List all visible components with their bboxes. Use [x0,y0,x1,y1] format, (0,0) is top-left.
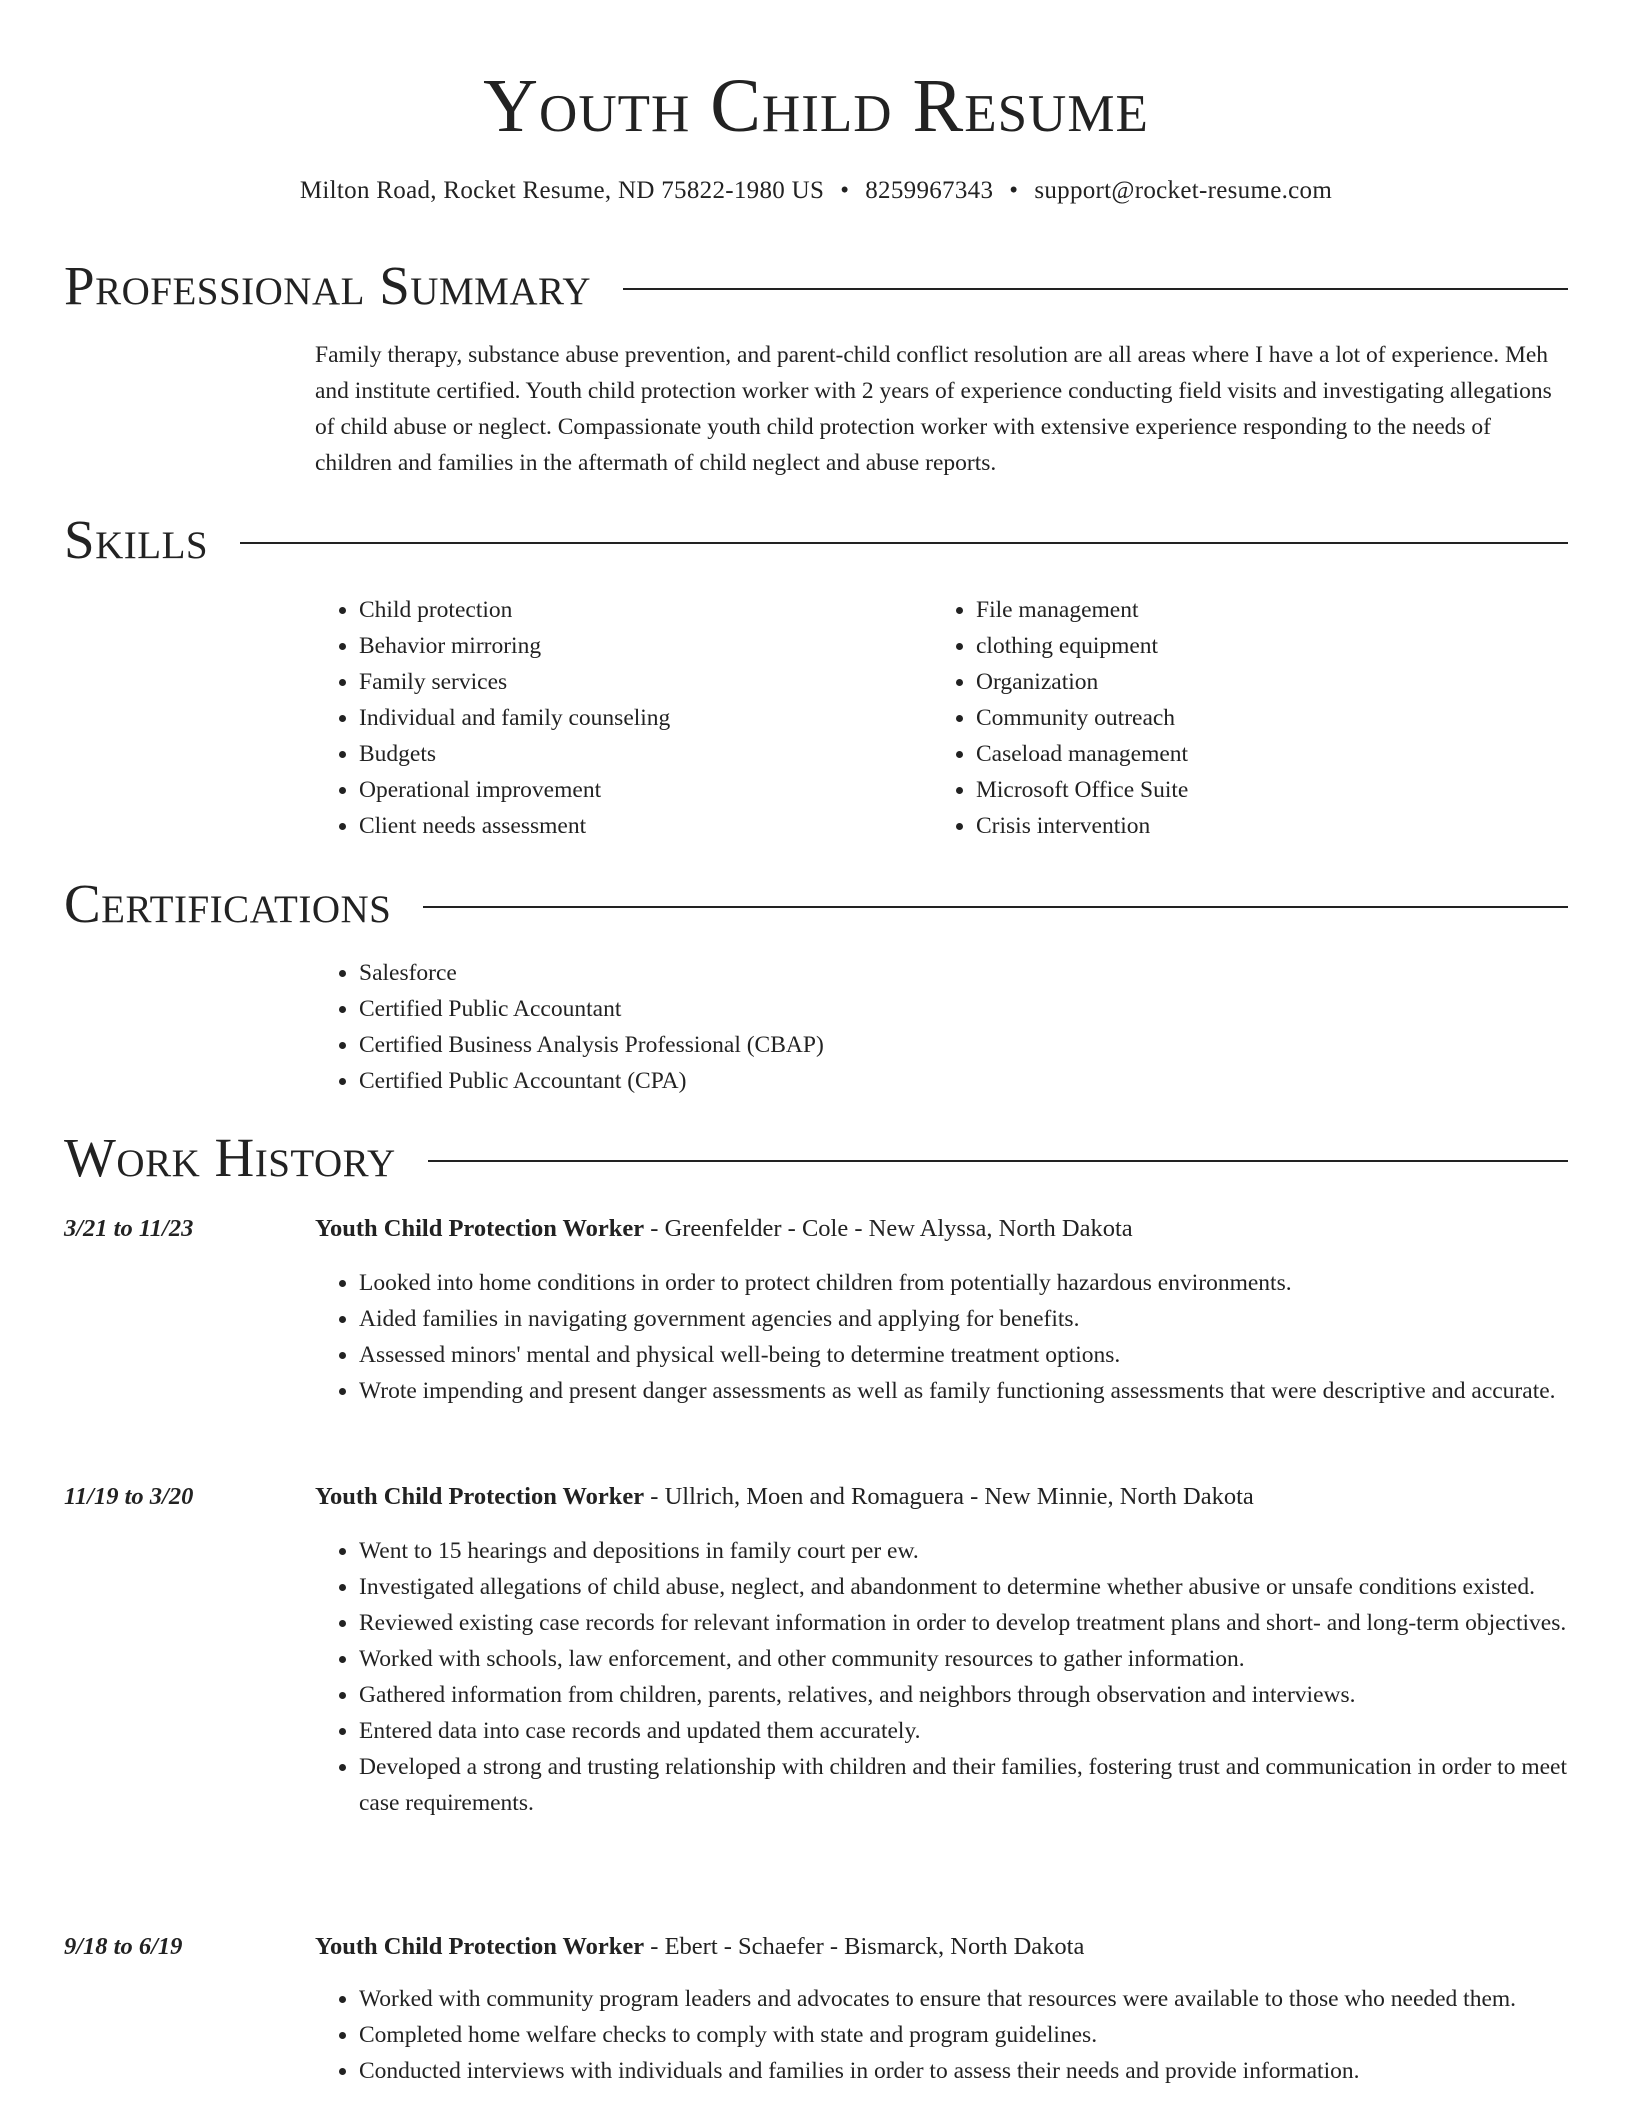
skills-section-header [64,506,1568,574]
job-bullet: • Worked with community program leaders and advocates to ensure that resources were available to those who needed them. [359,1981,1568,2017]
skills-right-column [932,592,1492,844]
job-bullet: • Looked into home conditions in order to protect children from potentially hazardous environments. [359,1265,1568,1301]
skill-item: • Family services [359,664,875,700]
certifications-list [315,955,1568,1099]
job-bullet: • Assessed minors' mental and physical well-being to determine treatment options. [359,1337,1568,1373]
job-bullet: • Gathered information from children, parents, relatives, and neighbors through observation and interviews. [359,1677,1568,1713]
job-bullet: • Aided families in navigating government agencies and applying for benefits. [359,1301,1568,1337]
job-bullet: • Investigated allegations of child abuse, neglect, and abandonment to determine whether abusive or unsafe conditions existed. [359,1569,1568,1605]
job-bullets [315,1533,1568,1821]
contact-email: support@rocket-resume.com [1034,177,1333,204]
job-dates: 9/18 to 6/19 [64,1933,183,1960]
contact-phone: 8259967343 [865,177,994,204]
skills-left-column [315,592,875,844]
job-role: Youth Child Protection Worker [315,1933,645,1960]
skill-item: • Individual and family counseling [359,700,875,736]
work-title: Work History [64,1127,396,1188]
skill-item: • Behavior mirroring [359,628,875,664]
job-heading [315,1480,1568,1514]
certification-item: • Certified Public Accountant (CPA) [359,1063,1568,1099]
job-dates: 3/21 to 11/23 [64,1215,194,1242]
job-bullet: • Went to 15 hearings and depositions in family court per ew. [359,1533,1568,1569]
job-dates: 11/19 to 3/20 [64,1483,194,1510]
job-heading [315,1930,1568,1964]
job-bullet: • Wrote impending and present danger assessments as well as family functioning assessments that were descriptive and accurate. [359,1373,1568,1409]
work-section-header [64,1124,1568,1192]
resume-name: Youth Child Resume [483,64,1149,148]
certifications-title: Certifications [64,873,392,934]
summary-section-header [64,252,1568,320]
skill-item: • Crisis intervention [976,808,1492,844]
job-employer: - Ebert - Schaefer - Bismarck, North Dakota [644,1933,1085,1960]
certifications-list-container [315,955,1568,1099]
job-bullet: • Entered data into case records and updated them accurately. [359,1713,1568,1749]
job-bullet-list [315,1981,1568,2089]
summary-title: Professional Summary [64,255,592,316]
job-bullet: • Reviewed existing case records for relevant information in order to develop treatment plans and short- and long-term objectives. [359,1605,1568,1641]
skill-item: • Child protection [359,592,875,628]
certification-item: • Certified Business Analysis Professional (CBAP) [359,1027,1568,1063]
job-bullet: • Completed home welfare checks to comply with state and program guidelines. [359,2017,1568,2053]
certification-item: • Certified Public Accountant [359,991,1568,1027]
certification-item: • Salesforce [359,955,1568,991]
skills-right-list [932,592,1492,844]
skill-item: • Organization [976,664,1492,700]
skill-item: • Caseload management [976,736,1492,772]
job-employer: - Ullrich, Moen and Romaguera - New Minnie, North Dakota [644,1483,1254,1510]
section-divider [428,1160,1568,1162]
job-bullet-list [315,1265,1568,1409]
contact-separator: • [1009,177,1019,204]
job-bullets [315,1265,1568,1409]
contact-address: Milton Road, Rocket Resume, ND 75822-1980 US [299,177,825,204]
section-divider [240,542,1568,544]
job-bullet: • Conducted interviews with individuals and families in order to assess their needs and provide information. [359,2053,1568,2089]
job-employer: - Greenfelder - Cole - New Alyssa, North Dakota [644,1215,1133,1242]
job-heading [315,1212,1568,1246]
job-bullet: • Developed a strong and trusting relationship with children and their families, fostering trust and communication in order to meet case requirements. [359,1749,1568,1821]
certifications-section-header [64,870,1568,938]
skills-title: Skills [64,509,209,570]
contact-separator: • [840,177,850,204]
job-bullet: • Worked with schools, law enforcement, and other community resources to gather information. [359,1641,1568,1677]
job-role: Youth Child Protection Worker [315,1483,645,1510]
skill-item: • Community outreach [976,700,1492,736]
job-bullet-list [315,1533,1568,1821]
section-divider [623,288,1568,290]
skill-item: • File management [976,592,1492,628]
skill-item: • clothing equipment [976,628,1492,664]
job-bullets [315,1981,1568,2089]
skill-item: • Client needs assessment [359,808,875,844]
job-role: Youth Child Protection Worker [315,1215,645,1242]
summary-text: Family therapy, substance abuse prevention, and parent-child conflict resolution are all areas where I have a lot of experience. Meh and institute certified. Youth child protection worker with 2 years of experience conducting field visits and investigating allegations of child abuse or neglect. Compassionate youth child protection worker with extensive experience responding to the needs of children and families in the aftermath of child neglect and abuse reports. [315,342,1552,476]
section-divider [423,906,1568,908]
contact-line [0,174,1632,208]
skill-item: • Operational improvement [359,772,875,808]
skill-item: • Budgets [359,736,875,772]
skills-left-list [315,592,875,844]
skill-item: • Microsoft Office Suite [976,772,1492,808]
